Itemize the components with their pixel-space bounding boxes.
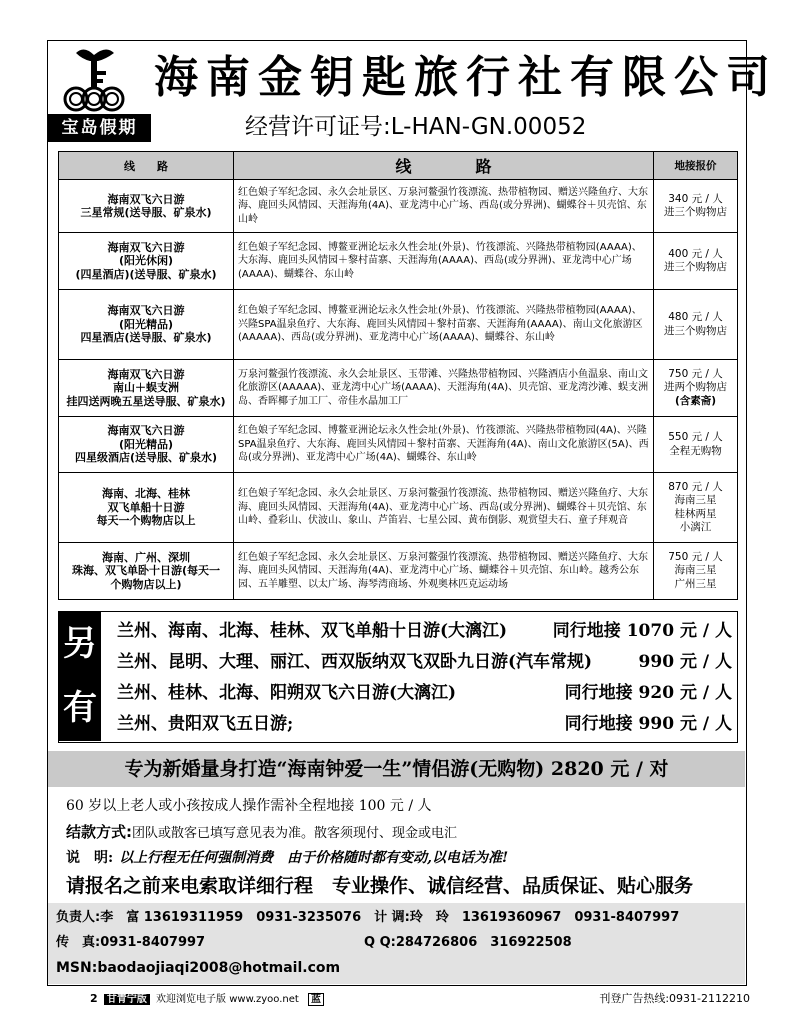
route-desc: 红色娘子军纪念园、博鳌亚洲论坛永久性会址(外景)、竹筏漂流、兴隆热带植物园(4A)、兴隆SPA温泉鱼疗、大东海、鹿回头风情园＋黎村苗寨、天涯海角(4A)、南山文化旅游区(5A)、西岛(或分界洲)、亚龙湾中心广场(4A)、蝴蝶谷、东山岭 <box>234 417 654 473</box>
route-name: 海南、北海、桂林 双飞单船十日游 每天一个购物店以上 <box>59 473 234 543</box>
route-desc: 红色娘子军纪念园、永久会址景区、万泉河鳌强竹筏漂流、热带植物园、赠送兴隆鱼疗、大东海、鹿回头风情园、天涯海角(4A)、亚龙湾中心广场、西岛(或分界洲)、蝴蝶谷＋贝壳馆、东山岭 <box>234 180 654 233</box>
publication-edition: 甘青宁版 <box>104 994 150 1005</box>
route-price: 480 元 / 人 进三个购物店 <box>654 290 738 360</box>
route-desc: 红色娘子军纪念园、博鳌亚洲论坛永久性会址(外景)、竹筏漂流、兴隆热带植物园(AAAA)、大东海、鹿回头风情园＋黎村苗寨、天涯海角(AAAA)、西岛(或分界洲)、亚龙湾中心广场(AAAA)、蝴蝶谷、东山岭 <box>234 233 654 290</box>
header <box>48 41 778 144</box>
route-name: 海南双飞六日游 (阳光精品) 四星酒店(送导服、矿泉水) <box>59 290 234 360</box>
welcome-text: 欢迎浏览电子版 www.zyoo.net <box>156 994 299 1005</box>
route-desc: 红色娘子军纪念园、博鳌亚洲论坛永久性会址(外景)、竹筏漂流、兴隆热带植物园(AAAA)、兴隆SPA温泉鱼疗、大东海、鹿回头风情园＋黎村苗寨、天涯海角(AAAA)、南山文化旅游区(AAAAA)、西岛(或分界洲)、亚龙湾中心广场(AAAA)、蝴蝶谷、东山岭 <box>234 290 654 360</box>
age-note: 60 岁以上老人或小孩按成人操作需补全程地接 100 元 / 人 <box>66 798 432 814</box>
table-row <box>59 233 738 290</box>
route-desc: 万泉河鳌强竹筏漂流、永久会址景区、玉带滩、兴隆热带植物园、兴隆酒店小鱼温泉、南山文化旅游区(AAAAA)、亚龙湾中心广场(AAAA)、天涯海角(4A)、贝壳馆、亚龙湾沙滩、蜈支洲岛、香晖椰子加工厂、帝佳水晶加工厂 <box>234 360 654 417</box>
contact-persons: 负责人:李 富 13619311959 0931-3235076 计 调:玲 玲 13619360967 0931-8407997 <box>56 910 680 925</box>
route-price: 750 元 / 人 进两个购物店 (含素斋) <box>654 360 738 417</box>
also-available-box <box>58 611 738 743</box>
route-price: 400 元 / 人 进三个购物店 <box>654 233 738 290</box>
table-header-row <box>59 152 738 180</box>
contact-fax-qq: 传 真:0931-8407997 Q Q:284726806 316922508 <box>56 935 572 950</box>
route-name: 海南双飞六日游 (阳光休闲) (四星酒店)(送导服、矿泉水) <box>59 233 234 290</box>
route-name: 海南双飞六日游 (阳光精品) 四星级酒店(送导服、矿泉水) <box>59 417 234 473</box>
table-row <box>59 360 738 417</box>
page-number: 2 <box>90 992 98 1005</box>
call-to-action: 请报名之前来电索取详细行程 专业操作、诚信经营、品质保证、贴心服务 <box>66 875 694 897</box>
honeymoon-banner: 专为新婚量身打造“海南钟爱一生”情侣游(无购物) 2820 元 / 对 <box>48 751 745 787</box>
contact-msn: MSN:baodaojiaqi2008@hotmail.com <box>56 960 341 976</box>
brand-tag: 宝岛假期 <box>48 114 151 142</box>
license-number: 经营许可证号:L-HAN-GN.00052 <box>245 114 587 140</box>
route-desc: 红色娘子军纪念园、永久会址景区、万泉河鳌强竹筏漂流、热带植物园、赠送兴隆鱼疗、大东海、鹿回头风情园、天涯海角(4A)、亚龙湾中心广场、西岛(或分界洲)、蝴蝶谷＋贝壳馆、东山岭、叠彩山、伏波山、象山、芦笛岩、七星公园、黄布倒影、观赏望夫石、童子拜观音 <box>234 473 654 543</box>
page-footer <box>90 990 750 1008</box>
ad-hotline: 刊登广告热线:0931-2112210 <box>599 992 750 1005</box>
header-itinerary: 线 路 <box>234 152 654 180</box>
route-name: 海南双飞六日游 三星常规(送导服、矿泉水) <box>59 180 234 233</box>
table-row <box>59 473 738 543</box>
company-name: 海南金钥匙旅行社有限公司 <box>154 52 778 103</box>
payment-note: 结款方式:团队或散客已填写意见表为准。散客须现付、现金或电汇 <box>66 823 458 841</box>
disclaimer-note: 说 明: 以上行程无任何强制消费 由于价格随时都有变动,以电话为准! <box>66 850 509 866</box>
table-row <box>59 543 738 600</box>
route-price: 550 元 / 人 全程无购物 <box>654 417 738 473</box>
route-price: 870 元 / 人 海南三星 桂林两星 小漓江 <box>654 473 738 543</box>
also-route: 兰州、海南、北海、桂林、双飞单船十日游(大漓江) 同行地接 1070 元 / 人 <box>117 621 732 641</box>
header-route: 线 路 <box>59 152 234 180</box>
route-price: 750 元 / 人 海南三星 广州三星 <box>654 543 738 600</box>
route-desc: 红色娘子军纪念园、永久会址景区、万泉河鳌强竹筏漂流、热带植物园、赠送兴隆鱼疗、大东海、鹿回头风情园、天涯海角(4A)、亚龙湾中心广场、蝴蝶谷＋贝壳馆、东山岭。越秀公东园、五羊雕塑、以太广场、海琴湾商场、外观奥林匹克运动场 <box>234 543 654 600</box>
route-name: 海南、广州、深圳 珠海、双飞单卧十日游(每天一 个购物店以上) <box>59 543 234 600</box>
header-price: 地接报价 <box>654 152 738 180</box>
route-table <box>58 151 738 600</box>
table-row <box>59 417 738 473</box>
route-name: 海南双飞六日游 南山＋蜈支洲 挂四送两晚五星送导服、矿泉水) <box>59 360 234 417</box>
route-price: 340 元 / 人 进三个购物店 <box>654 180 738 233</box>
table-row <box>59 180 738 233</box>
table-row <box>59 290 738 360</box>
also-tag: 另 有 <box>59 612 101 741</box>
also-route: 兰州、贵阳双飞五日游; 同行地接 990 元 / 人 <box>117 714 732 734</box>
also-route: 兰州、桂林、北海、阳朔双飞六日游(大漓江) 同行地接 920 元 / 人 <box>117 683 732 703</box>
edition-mark: 蓝 <box>308 993 324 1006</box>
golden-key-logo-icon <box>62 43 126 113</box>
contacts-block <box>48 903 745 984</box>
also-route: 兰州、昆明、大理、丽江、西双版纳双飞双卧九日游(汽车常规) 990 元 / 人 <box>117 652 732 672</box>
ad-frame <box>47 40 778 986</box>
